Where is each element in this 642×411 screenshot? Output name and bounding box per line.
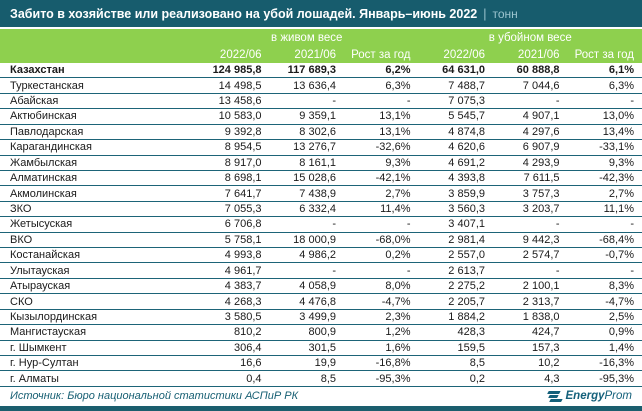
value-slaughter-growth: - (630, 264, 634, 277)
value-live-growth: 6,3% (385, 79, 411, 92)
value-live-growth: 2,3% (385, 310, 411, 323)
value-live-2022: 4 993,8 (224, 249, 262, 262)
table-row (0, 325, 642, 340)
value-slaughter-2022: 7 075,3 (448, 95, 485, 108)
value-slaughter-2021: 7 611,5 (523, 172, 560, 185)
table-row (0, 217, 642, 232)
value-slaughter-2021: 3 203,7 (522, 203, 560, 215)
value-slaughter-growth: - (630, 95, 634, 108)
value-slaughter-2022: 2 275,2 (448, 280, 485, 293)
region-name: ЗКО (10, 203, 32, 215)
table-row (0, 109, 642, 124)
value-live-2021: - (332, 95, 336, 108)
value-live-2021: 13 276,7 (293, 141, 336, 154)
source-note: Источник: Бюро национальной статистики АСПиР РК (10, 390, 299, 403)
table-row (0, 294, 642, 309)
value-live-growth: -32,6% (375, 141, 411, 154)
value-live-growth: 9,3% (385, 156, 411, 169)
value-slaughter-2022: 0,2 (469, 372, 485, 385)
col-header-live-2022: 2022/06 (219, 48, 262, 61)
value-slaughter-2022: 3 407,1 (448, 218, 485, 231)
value-slaughter-2021: 2 313,7 (522, 295, 560, 308)
value-live-growth: - (406, 95, 411, 108)
value-live-2022: 8 917,0 (224, 156, 262, 169)
value-live-2021: 18 000,9 (293, 233, 336, 246)
table-row (0, 233, 642, 248)
table-row (0, 156, 642, 171)
value-live-growth: 13,1% (379, 125, 411, 138)
value-live-2021: 9 359,1 (299, 110, 336, 123)
value-live-2021: 8 161,1 (299, 156, 336, 169)
value-live-2022: 810,2 (233, 326, 262, 339)
region-name: Костанайская (10, 249, 81, 262)
value-slaughter-2022: 4 874,8 (448, 125, 485, 138)
table-row (0, 125, 642, 140)
value-slaughter-2021: 424,7 (531, 326, 560, 339)
value-slaughter-2022: 2 613,7 (448, 264, 485, 277)
table-row (0, 78, 642, 93)
value-slaughter-growth: 8,3% (608, 280, 634, 293)
value-live-2022: 4 383,7 (224, 280, 262, 293)
value-slaughter-growth: -4,7% (605, 295, 634, 308)
value-slaughter-2021: 4 293,9 (522, 156, 560, 169)
value-slaughter-2021: 2 574,7 (522, 249, 560, 262)
table-row (0, 279, 642, 294)
value-slaughter-growth: 6,3% (608, 79, 634, 92)
value-slaughter-2021: 3 757,3 (522, 187, 560, 200)
group-live-weight: в живом весе (271, 31, 343, 44)
region-name: Алматинская (10, 172, 78, 185)
value-live-2021: - (332, 218, 336, 231)
value-slaughter-growth: 2,5% (608, 310, 634, 323)
value-slaughter-2021: 1 838,0 (522, 310, 560, 323)
value-live-growth: 6,2% (385, 64, 411, 77)
value-live-2021: - (332, 264, 336, 277)
value-slaughter-2022: 2 557,0 (448, 249, 485, 262)
value-slaughter-2022: 3 859,9 (448, 187, 485, 200)
value-slaughter-growth: 13,4% (602, 125, 634, 138)
value-slaughter-2021: 157,3 (531, 341, 560, 354)
value-slaughter-2022: 7 488,7 (448, 79, 485, 92)
title-bar (0, 0, 642, 27)
region-name: г. Нур-Султан (10, 357, 79, 370)
value-live-2022: 10 583,0 (218, 110, 262, 123)
value-slaughter-2021: - (555, 218, 560, 231)
table-row (0, 356, 642, 371)
value-live-growth: - (406, 218, 411, 231)
table-row (0, 186, 642, 201)
value-slaughter-growth: 9,3% (608, 156, 634, 169)
region-name: Казахстан (10, 64, 65, 77)
value-slaughter-2022: 159,5 (457, 341, 485, 354)
table-row (0, 140, 642, 155)
value-slaughter-growth: 6,1% (608, 64, 634, 77)
value-live-2022: 8 698,1 (224, 172, 262, 185)
value-live-2021: 13 636,4 (293, 79, 336, 92)
value-live-2021: 8,5 (320, 372, 336, 385)
value-live-growth: 11,4% (380, 203, 411, 215)
value-slaughter-growth: 13,0% (602, 110, 634, 123)
value-live-growth: -16,8% (375, 357, 411, 370)
value-live-2022: 8 954,5 (224, 141, 262, 154)
col-header-live-growth: Рост за год (351, 48, 411, 61)
value-slaughter-2021: 7 044,6 (522, 79, 560, 92)
region-name: Акмолинская (10, 187, 77, 200)
table-row (0, 371, 642, 386)
title-unit: тонн (492, 6, 518, 21)
energyprom-e-icon (548, 391, 562, 401)
value-slaughter-2021: 9 442,3 (522, 233, 560, 246)
value-live-growth: -95,3% (375, 372, 411, 385)
region-name: Кызылординская (10, 310, 98, 323)
value-live-2021: 4 986,2 (299, 249, 336, 262)
logo-text-regular: Prom (604, 390, 632, 403)
value-live-2021: 15 028,6 (293, 172, 336, 185)
value-slaughter-2021: 10,2 (538, 357, 560, 370)
energyprom-logo[interactable] (548, 390, 632, 402)
column-group-header-row (0, 29, 642, 46)
value-live-growth: -4,7% (381, 295, 411, 308)
footer (0, 387, 642, 406)
page-title: Забито в хозяйстве или реализовано на убой лошадей. Январь–июнь 2022 (10, 6, 478, 21)
value-slaughter-growth: -33,1% (599, 141, 634, 154)
value-live-growth: 0,2% (385, 249, 411, 262)
value-slaughter-2022: 2 981,4 (448, 233, 485, 246)
table-row (0, 202, 642, 217)
value-live-growth: 13,1% (379, 110, 411, 123)
value-slaughter-growth: -42,3% (599, 172, 634, 185)
value-slaughter-2022: 4 620,6 (448, 141, 485, 154)
value-live-2022: 7 055,3 (224, 203, 262, 215)
region-name: Улытауская (10, 264, 70, 277)
value-slaughter-2022: 428,3 (457, 326, 485, 339)
value-live-growth: -68,0% (375, 233, 411, 246)
table-row (0, 171, 642, 186)
value-live-2021: 19,9 (314, 357, 336, 370)
value-slaughter-2022: 5 545,7 (448, 110, 485, 123)
value-live-2022: 9 392,8 (224, 125, 262, 138)
value-slaughter-2021: 2 100,1 (522, 280, 560, 293)
value-live-2022: 0,4 (246, 372, 262, 385)
logo-text-bold: Energy (565, 390, 605, 403)
value-live-2021: 800,9 (308, 326, 336, 339)
value-slaughter-2021: 4 907,1 (522, 110, 560, 123)
value-live-2022: 6 706,8 (224, 218, 262, 231)
value-live-2021: 8 302,6 (299, 125, 336, 138)
value-slaughter-2021: 6 907,9 (522, 141, 560, 154)
value-live-2022: 5 758,1 (224, 233, 262, 246)
value-slaughter-growth: 0,9% (608, 326, 634, 339)
value-live-growth: 1,6% (385, 341, 411, 354)
region-name: Туркестанская (10, 79, 84, 92)
table-row (0, 94, 642, 109)
value-live-2021: 4 476,8 (299, 295, 336, 308)
value-slaughter-growth: - (630, 218, 634, 231)
region-name: ВКО (10, 233, 33, 246)
value-slaughter-growth: -16,3% (599, 357, 634, 370)
value-live-2021: 117 689,3 (287, 64, 336, 77)
value-slaughter-growth: 11,1% (603, 203, 634, 215)
region-name: Актюбинская (10, 110, 77, 123)
column-header-row (0, 46, 642, 63)
value-live-2022: 4 961,7 (224, 264, 262, 277)
col-header-slaughter-growth: Рост за год (574, 48, 634, 61)
value-live-growth: 2,7% (385, 187, 411, 200)
value-slaughter-2022: 8,5 (469, 357, 485, 370)
value-live-2022: 306,4 (233, 341, 262, 354)
value-live-2022: 13 458,6 (218, 95, 262, 108)
value-live-2021: 3 499,9 (299, 310, 336, 323)
region-name: г. Шымкент (10, 341, 67, 354)
value-live-growth: 8,0% (385, 280, 411, 293)
table-row (0, 310, 642, 325)
value-live-2021: 301,5 (308, 341, 336, 354)
region-name: СКО (10, 295, 33, 308)
value-slaughter-2021: 60 888,8 (516, 64, 560, 77)
value-live-2022: 124 985,8 (212, 64, 262, 77)
value-slaughter-2021: - (555, 264, 560, 277)
value-slaughter-growth: -68,4% (599, 233, 634, 246)
group-slaughter-weight: в убойном весе (488, 31, 572, 44)
value-live-2021: 7 438,9 (299, 187, 336, 200)
region-name: Павлодарская (10, 125, 84, 138)
value-live-growth: 1,2% (385, 326, 411, 339)
value-slaughter-2021: 4,3 (544, 372, 560, 385)
value-live-growth: -42,1% (375, 172, 411, 185)
value-live-2022: 4 268,3 (224, 295, 262, 308)
value-slaughter-2022: 64 631,0 (442, 64, 485, 77)
value-slaughter-2022: 4 691,2 (448, 156, 485, 169)
value-live-2022: 16,6 (240, 357, 262, 370)
value-slaughter-2022: 3 560,3 (448, 203, 485, 215)
title-separator: | (483, 6, 487, 21)
value-slaughter-growth: 1,4% (608, 341, 634, 354)
value-live-growth: - (406, 264, 411, 277)
table-row (0, 341, 642, 356)
table-row (0, 63, 642, 78)
bottom-bar (0, 406, 642, 411)
col-header-slaughter-2022: 2022/06 (443, 48, 485, 61)
region-name: Карагандинская (10, 141, 92, 154)
value-slaughter-2021: - (555, 95, 560, 108)
value-slaughter-growth: 2,7% (608, 187, 634, 200)
value-live-2022: 7 641,7 (224, 187, 262, 200)
region-name: Жетысуская (10, 218, 73, 231)
region-name: Жамбылская (10, 156, 78, 169)
region-name: г. Алматы (10, 372, 59, 385)
col-header-slaughter-2021: 2021/06 (517, 48, 560, 61)
value-live-2021: 4 058,9 (299, 280, 336, 293)
value-slaughter-2022: 4 393,8 (448, 172, 485, 185)
table-row (0, 263, 642, 278)
region-name: Атырауская (10, 280, 71, 293)
table-row (0, 248, 642, 263)
value-live-2021: 6 332,4 (299, 203, 336, 215)
value-slaughter-growth: -0,7% (605, 249, 634, 262)
table-body (0, 63, 642, 387)
col-header-live-2021: 2021/06 (294, 48, 336, 61)
value-live-2022: 3 580,5 (224, 310, 262, 323)
value-live-2022: 14 498,5 (218, 79, 262, 92)
value-slaughter-growth: -95,3% (599, 372, 634, 385)
value-slaughter-2022: 2 205,7 (448, 295, 485, 308)
region-name: Мангистауская (10, 326, 87, 339)
value-slaughter-2021: 4 297,6 (522, 125, 560, 138)
value-slaughter-2022: 1 884,2 (448, 310, 485, 323)
region-name: Абайская (10, 95, 59, 108)
